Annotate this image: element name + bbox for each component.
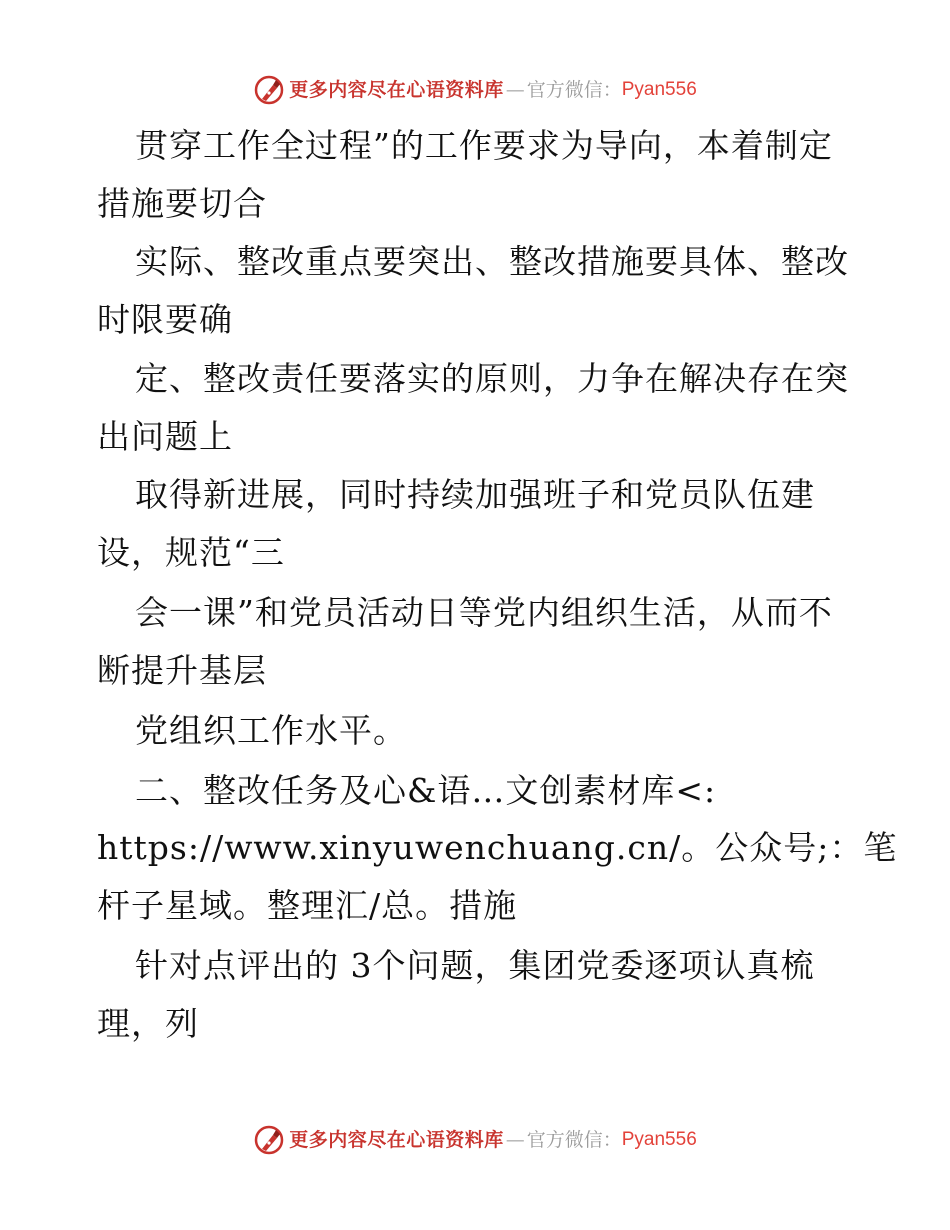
watermark-site-text: 更多内容尽在心语资料库 <box>289 79 504 101</box>
body-line: 定、整改责任要落实的原则，力争在解决存在突 <box>135 359 849 398</box>
body-line: 出问题上 <box>97 417 233 456</box>
watermark-separator: — <box>505 1129 525 1151</box>
watermark-separator: — <box>505 79 525 101</box>
watermark-site-text: 更多内容尽在心语资料库 <box>289 1129 504 1151</box>
watermark-wechat-label: 官方微信： <box>526 79 622 101</box>
watermark-header <box>0 72 950 108</box>
watermark-wechat-label: 官方微信： <box>526 1129 622 1151</box>
body-line: 取得新进展，同时持续加强班子和党员队伍建 <box>135 475 815 514</box>
body-line: 实际、整改重点要突出、整改措施要具体、整改 <box>135 242 849 281</box>
watermark-footer <box>0 1122 950 1158</box>
body-line: 杆子星域。整理汇/总。措施 <box>97 886 518 925</box>
body-line: 会一课”和党员活动日等党内组织生活，从而不 <box>135 593 833 632</box>
body-line: 二、整改任务及心&语…文创素材库<: <box>135 771 717 810</box>
body-line: 理，列 <box>97 1004 199 1043</box>
watermark-wechat-id: Pyan556 <box>621 79 697 100</box>
pen-nib-circle-icon <box>253 1124 285 1156</box>
body-line: 设，规范“三 <box>97 533 285 572</box>
body-line: 时限要确 <box>97 300 233 339</box>
body-line: https://www.xinyuwenchuang.cn/。公众号;：笔 <box>97 828 898 867</box>
pen-nib-circle-icon <box>253 74 285 106</box>
body-line: 措施要切合 <box>97 184 267 223</box>
body-line: 针对点评出的 3个问题，集团党委逐项认真梳 <box>135 946 815 985</box>
body-line: 断提升基层 <box>97 651 267 690</box>
body-line: 贯穿工作全过程”的工作要求为导向，本着制定 <box>135 126 833 165</box>
watermark-wechat-id: Pyan556 <box>621 1129 697 1150</box>
body-line: 党组织工作水平。 <box>135 711 407 750</box>
